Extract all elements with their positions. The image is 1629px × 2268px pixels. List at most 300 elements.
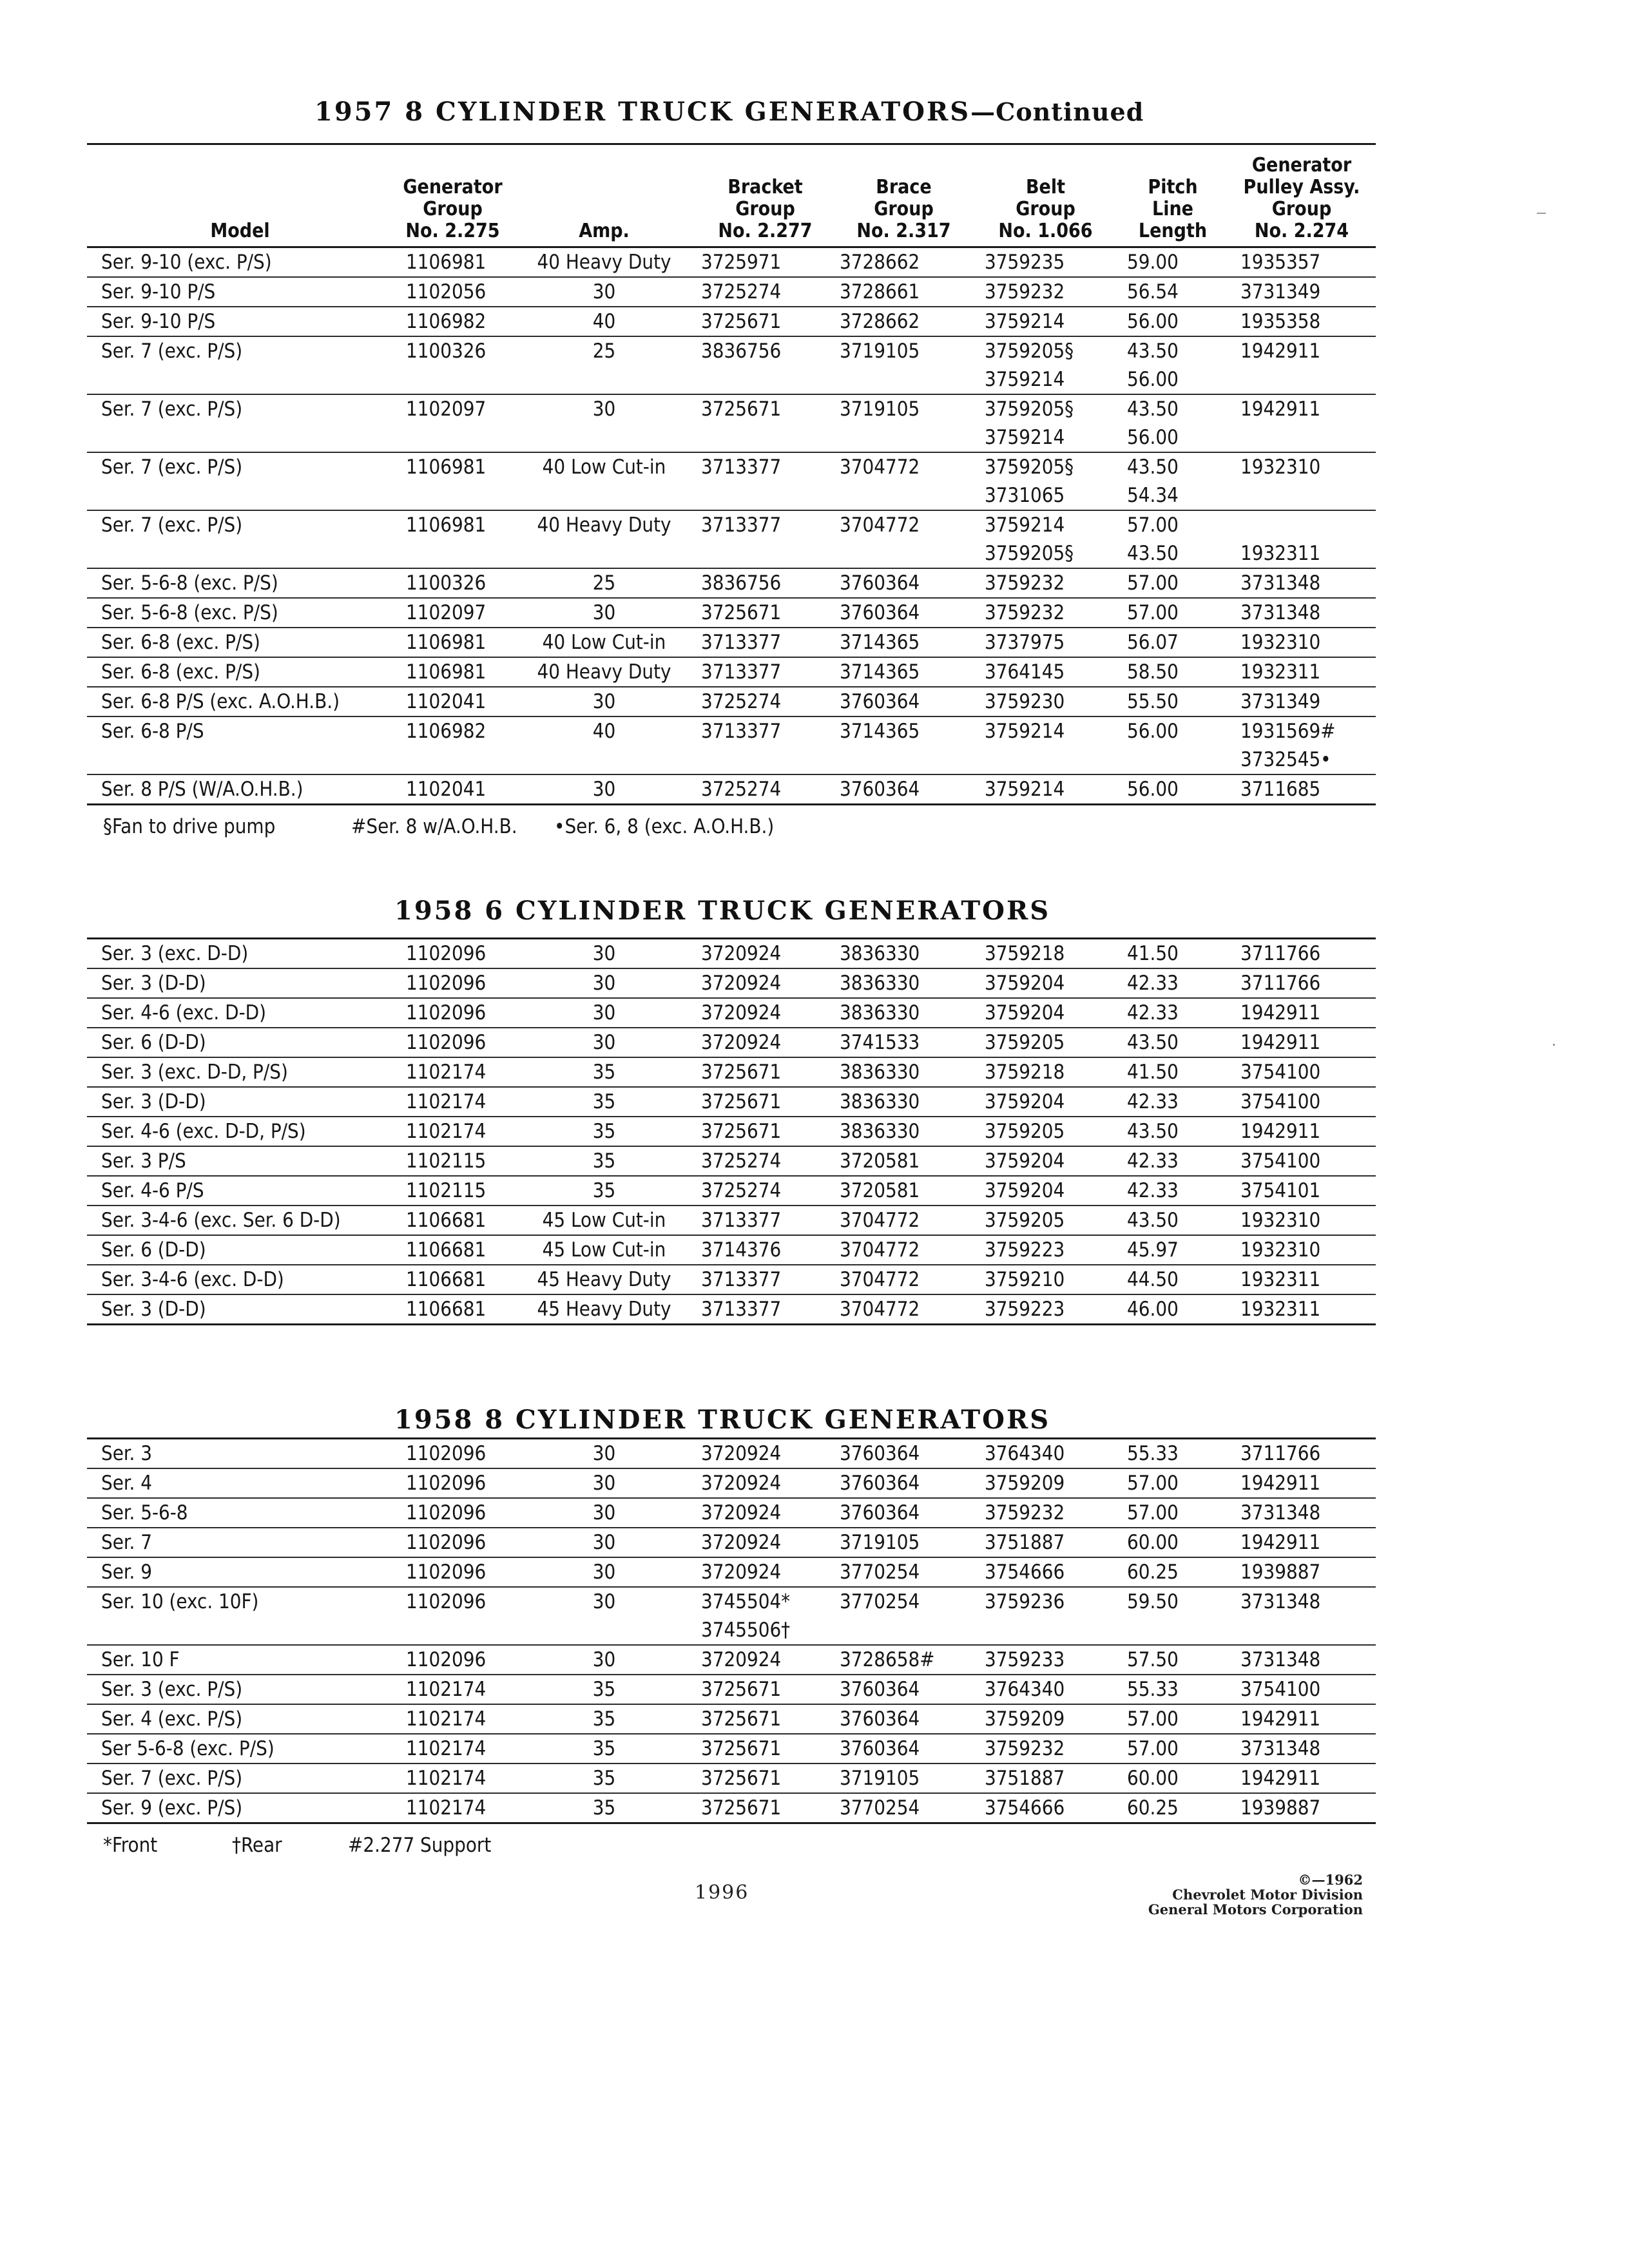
model-cell: Ser. 7 xyxy=(87,1528,393,1557)
pitch-line-length-cell: 56.54 xyxy=(1118,277,1228,307)
pulley-group-cell: 1935358 xyxy=(1228,307,1376,336)
amp-cell: 30 xyxy=(512,968,696,998)
belt-group-cell: 3764340 xyxy=(973,1675,1118,1704)
generator-group-cell: 1102096 xyxy=(393,1528,512,1557)
belt-group-cell: 3759223 xyxy=(973,1294,1118,1325)
belt-group-cell: 3759232 xyxy=(973,598,1118,628)
brace-group-cell: 3760364 xyxy=(834,1468,973,1498)
table-row xyxy=(87,1675,1376,1704)
bracket-group-cell: 3725671 xyxy=(696,1793,834,1823)
pulley-group-cell: 1935357 xyxy=(1228,247,1376,278)
pitch-line-length-cell: 56.00 xyxy=(1118,307,1228,336)
brace-group-cell: 3760364 xyxy=(834,774,973,805)
model-cell: Ser. 3 xyxy=(87,1439,393,1468)
brace-group-cell: 3720581 xyxy=(834,1176,973,1206)
pulley-group-cell: 3731349 xyxy=(1228,277,1376,307)
table-row xyxy=(87,1176,1376,1206)
table-row xyxy=(87,247,1376,278)
amp-cell: 30 xyxy=(512,277,696,307)
amp-cell: 30 xyxy=(512,394,696,452)
page-number: 1996 xyxy=(695,1881,749,1904)
pulley-group-cell: 1931569# 3732545• xyxy=(1228,716,1376,774)
brace-group-cell: 3704772 xyxy=(834,1294,973,1325)
pulley-group-cell: 1942911 xyxy=(1228,1763,1376,1793)
amp-cell: 30 xyxy=(512,687,696,716)
section-1-table xyxy=(87,155,1376,805)
section-3-body xyxy=(87,1439,1376,1823)
pulley-group-cell: 1942911 xyxy=(1228,998,1376,1028)
model-cell: Ser. 6-8 P/S (exc. A.O.H.B.) xyxy=(87,687,393,716)
brace-group-cell: 3719105 xyxy=(834,1528,973,1557)
generator-group-cell: 1106981 xyxy=(393,628,512,657)
belt-group-cell: 3759204 xyxy=(973,1146,1118,1176)
generator-group-cell: 1106981 xyxy=(393,510,512,568)
pulley-group-cell: 1939887 xyxy=(1228,1557,1376,1587)
pitch-line-length-cell: 41.50 xyxy=(1118,939,1228,968)
amp-cell: 35 xyxy=(512,1704,696,1734)
amp-cell: 30 xyxy=(512,1498,696,1528)
pitch-line-length-cell: 59.50 xyxy=(1118,1587,1228,1645)
model-cell: Ser. 3 (D-D) xyxy=(87,968,393,998)
belt-group-cell: 3759232 xyxy=(973,1498,1118,1528)
table-row xyxy=(87,277,1376,307)
table-row xyxy=(87,1087,1376,1117)
table-row xyxy=(87,568,1376,598)
pulley-group-cell: 1939887 xyxy=(1228,1793,1376,1823)
section-1-top-rule xyxy=(87,143,1376,145)
amp-cell: 40 Heavy Duty xyxy=(512,510,696,568)
brace-group-cell: 3760364 xyxy=(834,1734,973,1763)
brace-group-cell: 3720581 xyxy=(834,1146,973,1176)
col-generator-group-header: Generator Group No. 2.275 xyxy=(393,155,512,247)
pulley-group-cell: 1932311 xyxy=(1228,1294,1376,1325)
pitch-line-length-cell: 43.50 xyxy=(1118,1206,1228,1235)
pulley-group-cell: 3731348 xyxy=(1228,598,1376,628)
model-cell: Ser. 4 (exc. P/S) xyxy=(87,1704,393,1734)
generator-group-cell: 1106681 xyxy=(393,1235,512,1265)
table-row xyxy=(87,1439,1376,1468)
model-cell: Ser. 7 (exc. P/S) xyxy=(87,510,393,568)
division-name: Chevrolet Motor Division xyxy=(1172,1887,1363,1903)
belt-group-cell: 3759235 xyxy=(973,247,1118,278)
amp-cell: 35 xyxy=(512,1763,696,1793)
bracket-group-cell: 3713377 xyxy=(696,510,834,568)
bracket-group-cell: 3725971 xyxy=(696,247,834,278)
pulley-group-cell: 3754101 xyxy=(1228,1176,1376,1206)
brace-group-cell: 3704772 xyxy=(834,1206,973,1235)
model-cell: Ser. 6-8 (exc. P/S) xyxy=(87,628,393,657)
pitch-line-length-cell: 60.25 xyxy=(1118,1793,1228,1823)
bracket-group-cell: 3713377 xyxy=(696,1294,834,1325)
brace-group-cell: 3760364 xyxy=(834,687,973,716)
brace-group-cell: 3704772 xyxy=(834,510,973,568)
bracket-group-cell: 3720924 xyxy=(696,1468,834,1498)
model-cell: Ser. 3-4-6 (exc. D-D) xyxy=(87,1265,393,1294)
bracket-group-cell: 3720924 xyxy=(696,1528,834,1557)
section-3-title-text: 1958 8 CYLINDER TRUCK GENERATORS xyxy=(394,1405,1051,1435)
brace-group-cell: 3760364 xyxy=(834,1498,973,1528)
pulley-group-cell: 3731349 xyxy=(1228,687,1376,716)
table-row xyxy=(87,1587,1376,1645)
belt-group-cell: 3759218 xyxy=(973,939,1118,968)
table-row xyxy=(87,716,1376,774)
pitch-line-length-cell: 44.50 xyxy=(1118,1265,1228,1294)
generator-group-cell: 1102174 xyxy=(393,1793,512,1823)
pulley-group-cell: 3731348 xyxy=(1228,1734,1376,1763)
pitch-line-length-cell: 58.50 xyxy=(1118,657,1228,687)
belt-group-cell: 3759230 xyxy=(973,687,1118,716)
belt-group-cell: 3759205§ 3731065 xyxy=(973,452,1118,510)
model-cell: Ser. 3 P/S xyxy=(87,1146,393,1176)
section-1 xyxy=(87,154,1376,838)
pulley-group-cell: 3754100 xyxy=(1228,1057,1376,1087)
model-cell: Ser. 6 (D-D) xyxy=(87,1235,393,1265)
pulley-group-cell: 3731348 xyxy=(1228,1587,1376,1645)
generator-group-cell: 1102115 xyxy=(393,1176,512,1206)
belt-group-cell: 3754666 xyxy=(973,1557,1118,1587)
model-cell: Ser. 5-6-8 (exc. P/S) xyxy=(87,568,393,598)
belt-group-cell: 3764145 xyxy=(973,657,1118,687)
generator-group-cell: 1106981 xyxy=(393,657,512,687)
copyright-block xyxy=(1089,1872,1363,1917)
copyright-year: ©—1962 xyxy=(1298,1872,1363,1888)
belt-group-cell: 3759210 xyxy=(973,1265,1118,1294)
belt-group-cell: 3759218 xyxy=(973,1057,1118,1087)
pitch-line-length-cell: 55.33 xyxy=(1118,1675,1228,1704)
footnote-front: *Front xyxy=(103,1834,158,1857)
model-cell: Ser. 7 (exc. P/S) xyxy=(87,452,393,510)
table-row xyxy=(87,998,1376,1028)
pitch-line-length-cell: 57.50 xyxy=(1118,1645,1228,1675)
pulley-group-cell: 1932311 xyxy=(1228,657,1376,687)
brace-group-cell: 3836330 xyxy=(834,939,973,968)
col-brace-group-header: Brace Group No. 2.317 xyxy=(834,155,973,247)
bracket-group-cell: 3713377 xyxy=(696,628,834,657)
amp-cell: 35 xyxy=(512,1057,696,1087)
belt-group-cell: 3759214 xyxy=(973,307,1118,336)
brace-group-cell: 3760364 xyxy=(834,598,973,628)
brace-group-cell: 3704772 xyxy=(834,452,973,510)
bracket-group-cell: 3720924 xyxy=(696,1439,834,1468)
pitch-line-length-cell: 57.00 43.50 xyxy=(1118,510,1228,568)
section-2-top-rule xyxy=(87,937,1376,939)
pitch-line-length-cell: 56.00 xyxy=(1118,774,1228,805)
pulley-group-cell: 3754100 xyxy=(1228,1087,1376,1117)
table-row xyxy=(87,1294,1376,1325)
table-row xyxy=(87,1763,1376,1793)
model-cell: Ser. 6-8 P/S xyxy=(87,716,393,774)
amp-cell: 45 Heavy Duty xyxy=(512,1294,696,1325)
brace-group-cell: 3728662 xyxy=(834,307,973,336)
generator-group-cell: 1102096 xyxy=(393,998,512,1028)
belt-group-cell: 3759205§ 3759214 xyxy=(973,394,1118,452)
belt-group-cell: 3759209 xyxy=(973,1468,1118,1498)
belt-group-cell: 3754666 xyxy=(973,1793,1118,1823)
table-row xyxy=(87,628,1376,657)
model-cell: Ser. 7 (exc. P/S) xyxy=(87,336,393,394)
table-row xyxy=(87,336,1376,394)
col-bracket-group-header: Bracket Group No. 2.277 xyxy=(696,155,834,247)
belt-group-cell: 3764340 xyxy=(973,1439,1118,1468)
bracket-group-cell: 3725274 xyxy=(696,1176,834,1206)
footnote-ser6-8: •Ser. 6, 8 (exc. A.O.H.B.) xyxy=(554,815,775,838)
model-cell: Ser 5-6-8 (exc. P/S) xyxy=(87,1734,393,1763)
amp-cell: 30 xyxy=(512,1587,696,1645)
brace-group-cell: 3836330 xyxy=(834,998,973,1028)
amp-cell: 30 xyxy=(512,1528,696,1557)
bracket-group-cell: 3720924 xyxy=(696,939,834,968)
section-3-footnotes xyxy=(103,1834,683,1860)
brace-group-cell: 3836330 xyxy=(834,1087,973,1117)
generator-group-cell: 1102041 xyxy=(393,687,512,716)
generator-group-cell: 1106982 xyxy=(393,716,512,774)
table-row xyxy=(87,1468,1376,1498)
generator-group-cell: 1102096 xyxy=(393,1587,512,1645)
amp-cell: 35 xyxy=(512,1675,696,1704)
generator-group-cell: 1100326 xyxy=(393,568,512,598)
amp-cell: 40 Low Cut-in xyxy=(512,628,696,657)
generator-group-cell: 1102041 xyxy=(393,774,512,805)
model-cell: Ser. 9-10 (exc. P/S) xyxy=(87,247,393,278)
pitch-line-length-cell: 45.97 xyxy=(1118,1235,1228,1265)
table-row xyxy=(87,307,1376,336)
belt-group-cell: 3759205 xyxy=(973,1028,1118,1057)
pulley-group-cell: 3711685 xyxy=(1228,774,1376,805)
pitch-line-length-cell: 41.50 xyxy=(1118,1057,1228,1087)
model-cell: Ser. 4 xyxy=(87,1468,393,1498)
section-1-title-text: 1957 8 CYLINDER TRUCK GENERATORS xyxy=(314,97,971,127)
amp-cell: 40 xyxy=(512,307,696,336)
amp-cell: 40 Heavy Duty xyxy=(512,247,696,278)
pitch-line-length-cell: 57.00 xyxy=(1118,598,1228,628)
section-2-body xyxy=(87,939,1376,1325)
belt-group-cell: 3759204 xyxy=(973,968,1118,998)
bracket-group-cell: 3725671 xyxy=(696,598,834,628)
brace-group-cell: 3714365 xyxy=(834,628,973,657)
generator-group-cell: 1106681 xyxy=(393,1294,512,1325)
bracket-group-cell: 3713377 xyxy=(696,1206,834,1235)
model-cell: Ser. 6 (D-D) xyxy=(87,1028,393,1057)
pulley-group-cell: 1932310 xyxy=(1228,452,1376,510)
pulley-group-cell: 1932310 xyxy=(1228,1235,1376,1265)
pitch-line-length-cell: 42.33 xyxy=(1118,1146,1228,1176)
model-cell: Ser. 3 (D-D) xyxy=(87,1294,393,1325)
amp-cell: 25 xyxy=(512,568,696,598)
section-1-title xyxy=(314,97,1144,127)
pitch-line-length-cell: 60.00 xyxy=(1118,1763,1228,1793)
brace-group-cell: 3836330 xyxy=(834,968,973,998)
table-row xyxy=(87,510,1376,568)
pitch-line-length-cell: 43.50 xyxy=(1118,1028,1228,1057)
section-2-table xyxy=(87,939,1376,1325)
generator-group-cell: 1102096 xyxy=(393,939,512,968)
amp-cell: 30 xyxy=(512,998,696,1028)
bracket-group-cell: 3725671 xyxy=(696,307,834,336)
pulley-group-cell: 1942911 xyxy=(1228,1704,1376,1734)
belt-group-cell: 3759209 xyxy=(973,1704,1118,1734)
pitch-line-length-cell: 60.25 xyxy=(1118,1557,1228,1587)
pulley-group-cell: 1942911 xyxy=(1228,1528,1376,1557)
amp-cell: 40 xyxy=(512,716,696,774)
belt-group-cell: 3759205 xyxy=(973,1206,1118,1235)
amp-cell: 35 xyxy=(512,1793,696,1823)
bracket-group-cell: 3720924 xyxy=(696,1645,834,1675)
belt-group-cell: 3737975 xyxy=(973,628,1118,657)
amp-cell: 40 Low Cut-in xyxy=(512,452,696,510)
pitch-line-length-cell: 43.50 xyxy=(1118,1117,1228,1146)
amp-cell: 30 xyxy=(512,774,696,805)
pulley-group-cell: 1932310 xyxy=(1228,628,1376,657)
pitch-line-length-cell: 42.33 xyxy=(1118,1087,1228,1117)
belt-group-cell: 3759223 xyxy=(973,1235,1118,1265)
model-cell: Ser. 5-6-8 xyxy=(87,1498,393,1528)
pulley-group-cell: 3731348 xyxy=(1228,1645,1376,1675)
pitch-line-length-cell: 56.00 xyxy=(1118,716,1228,774)
brace-group-cell: 3719105 xyxy=(834,1763,973,1793)
generator-group-cell: 1102096 xyxy=(393,1439,512,1468)
table-row xyxy=(87,1117,1376,1146)
pulley-group-cell: 1932311 xyxy=(1228,510,1376,568)
bracket-group-cell: 3713377 xyxy=(696,716,834,774)
brace-group-cell: 3760364 xyxy=(834,1439,973,1468)
pulley-group-cell: 3731348 xyxy=(1228,568,1376,598)
belt-group-cell: 3759232 xyxy=(973,1734,1118,1763)
bracket-group-cell: 3720924 xyxy=(696,1557,834,1587)
generator-group-cell: 1102097 xyxy=(393,394,512,452)
bracket-group-cell: 3725671 xyxy=(696,1704,834,1734)
table-row xyxy=(87,1028,1376,1057)
brace-group-cell: 3760364 xyxy=(834,568,973,598)
corporation-name: General Motors Corporation xyxy=(1148,1901,1363,1917)
bracket-group-cell: 3725671 xyxy=(696,1734,834,1763)
generator-group-cell: 1106981 xyxy=(393,247,512,278)
model-cell: Ser. 10 (exc. 10F) xyxy=(87,1587,393,1645)
table-row xyxy=(87,1498,1376,1528)
brace-group-cell: 3719105 xyxy=(834,394,973,452)
bracket-group-cell: 3713377 xyxy=(696,1265,834,1294)
belt-group-cell: 3759232 xyxy=(973,568,1118,598)
brace-group-cell: 3770254 xyxy=(834,1793,973,1823)
model-cell: Ser. 3 (exc. D-D, P/S) xyxy=(87,1057,393,1087)
bracket-group-cell: 3725671 xyxy=(696,1057,834,1087)
amp-cell: 35 xyxy=(512,1146,696,1176)
belt-group-cell: 3759205 xyxy=(973,1117,1118,1146)
brace-group-cell: 3836330 xyxy=(834,1057,973,1087)
section-3-top-rule xyxy=(87,1437,1376,1439)
col-model-header: Model xyxy=(87,155,393,247)
footnote-fan-pump: §Fan to drive pump xyxy=(103,815,276,838)
brace-group-cell: 3728662 xyxy=(834,247,973,278)
table-row xyxy=(87,1645,1376,1675)
pitch-line-length-cell: 43.50 56.00 xyxy=(1118,394,1228,452)
generator-group-cell: 1102174 xyxy=(393,1675,512,1704)
bracket-group-cell: 3725671 xyxy=(696,1675,834,1704)
model-cell: Ser. 9-10 P/S xyxy=(87,307,393,336)
generator-group-cell: 1102096 xyxy=(393,1645,512,1675)
brace-group-cell: 3714365 xyxy=(834,657,973,687)
section-1-body xyxy=(87,247,1376,805)
generator-group-cell: 1102174 xyxy=(393,1704,512,1734)
amp-cell: 35 xyxy=(512,1117,696,1146)
pitch-line-length-cell: 57.00 xyxy=(1118,568,1228,598)
section-2 xyxy=(87,939,1376,1325)
section-3-title xyxy=(394,1405,1050,1435)
brace-group-cell: 3704772 xyxy=(834,1265,973,1294)
model-cell: Ser. 8 P/S (W/A.O.H.B.) xyxy=(87,774,393,805)
pulley-group-cell: 1942911 xyxy=(1228,1028,1376,1057)
bracket-group-cell: 3713377 xyxy=(696,657,834,687)
pulley-group-cell: 1942911 xyxy=(1228,394,1376,452)
generator-group-cell: 1106681 xyxy=(393,1265,512,1294)
generator-group-cell: 1102096 xyxy=(393,1498,512,1528)
belt-group-cell: 3759233 xyxy=(973,1645,1118,1675)
amp-cell: 30 xyxy=(512,598,696,628)
section-2-title xyxy=(394,896,1050,926)
belt-group-cell: 3759236 xyxy=(973,1587,1118,1645)
table-row xyxy=(87,1528,1376,1557)
pitch-line-length-cell: 43.50 54.34 xyxy=(1118,452,1228,510)
generator-group-cell: 1102115 xyxy=(393,1146,512,1176)
bracket-group-cell: 3720924 xyxy=(696,968,834,998)
pitch-line-length-cell: 42.33 xyxy=(1118,968,1228,998)
generator-group-cell: 1102096 xyxy=(393,1028,512,1057)
model-cell: Ser. 5-6-8 (exc. P/S) xyxy=(87,598,393,628)
amp-cell: 30 xyxy=(512,1557,696,1587)
amp-cell: 30 xyxy=(512,1028,696,1057)
bracket-group-cell: 3713377 xyxy=(696,452,834,510)
bracket-group-cell: 3836756 xyxy=(696,336,834,394)
model-cell: Ser. 3 (D-D) xyxy=(87,1087,393,1117)
model-cell: Ser. 4-6 P/S xyxy=(87,1176,393,1206)
model-cell: Ser. 7 (exc. P/S) xyxy=(87,1763,393,1793)
bracket-group-cell: 3720924 xyxy=(696,998,834,1028)
pulley-group-cell: 3711766 xyxy=(1228,1439,1376,1468)
generator-group-cell: 1102174 xyxy=(393,1057,512,1087)
col-amp-header: Amp. xyxy=(512,155,696,247)
section-3 xyxy=(87,1439,1376,1857)
pulley-group-cell: 3754100 xyxy=(1228,1675,1376,1704)
pitch-line-length-cell: 60.00 xyxy=(1118,1528,1228,1557)
table-row xyxy=(87,968,1376,998)
amp-cell: 45 Low Cut-in xyxy=(512,1206,696,1235)
pitch-line-length-cell: 57.00 xyxy=(1118,1734,1228,1763)
brace-group-cell: 3728658# xyxy=(834,1645,973,1675)
brace-group-cell: 3760364 xyxy=(834,1704,973,1734)
bracket-group-cell: 3725671 xyxy=(696,1117,834,1146)
pitch-line-length-cell: 55.33 xyxy=(1118,1439,1228,1468)
table-row xyxy=(87,1734,1376,1763)
belt-group-cell: 3759205§ 3759214 xyxy=(973,336,1118,394)
model-cell: Ser. 7 (exc. P/S) xyxy=(87,394,393,452)
pulley-group-cell: 1942911 xyxy=(1228,1468,1376,1498)
model-cell: Ser. 10 F xyxy=(87,1645,393,1675)
model-cell: Ser. 9-10 P/S xyxy=(87,277,393,307)
pulley-group-cell: 1942911 xyxy=(1228,336,1376,394)
generator-group-cell: 1102174 xyxy=(393,1087,512,1117)
amp-cell: 35 xyxy=(512,1087,696,1117)
pulley-group-cell: 3711766 xyxy=(1228,939,1376,968)
table-row xyxy=(87,598,1376,628)
generator-group-cell: 1102174 xyxy=(393,1117,512,1146)
scan-speck xyxy=(1553,1044,1555,1046)
amp-cell: 30 xyxy=(512,1468,696,1498)
amp-cell: 30 xyxy=(512,1645,696,1675)
bracket-group-cell: 3725274 xyxy=(696,687,834,716)
bracket-group-cell: 3725274 xyxy=(696,774,834,805)
generator-group-cell: 1106982 xyxy=(393,307,512,336)
amp-cell: 45 Heavy Duty xyxy=(512,1265,696,1294)
table-row xyxy=(87,1146,1376,1176)
